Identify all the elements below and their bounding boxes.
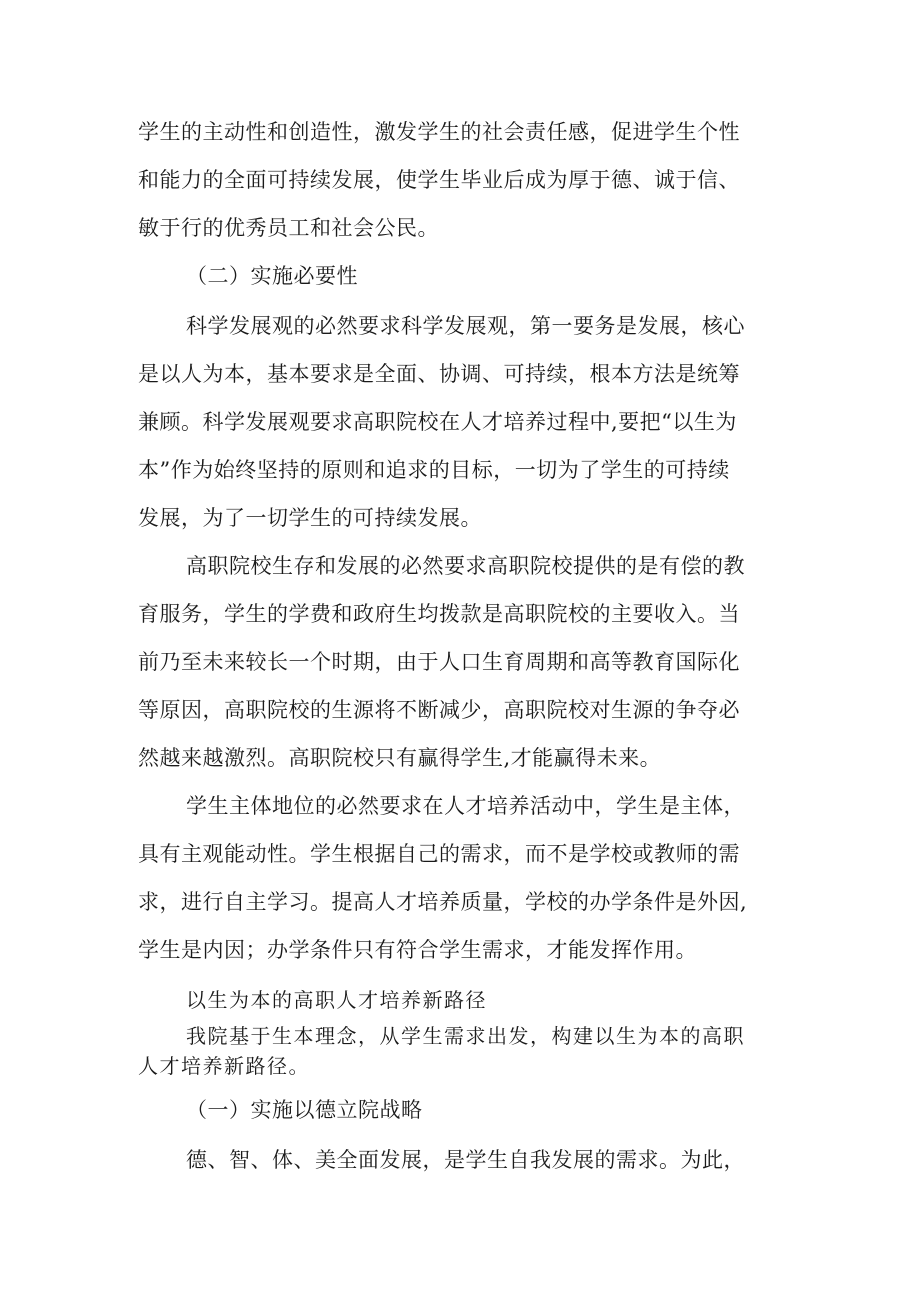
section-heading: （一）实施以德立院战略: [186, 1098, 423, 1122]
text-line: 德、智、体、美全面发展，是学生自我发展的需求。为此，: [186, 1148, 745, 1172]
text-line: 前乃至未来较长一个时期，由于人口生育周期和高等教育国际化: [138, 650, 740, 674]
text-line: 我院基于生本理念，从学生需求出发，构建以生为本的高职: [186, 1024, 745, 1048]
text-line: 是以人为本，基本要求是全面、协调、可持续，根本方法是统筹: [138, 362, 740, 386]
text-line: 兼顾。科学发展观要求高职院校在人才培养过程中,要把“以生为: [138, 410, 737, 434]
text-line: 科学发展观的必然要求科学发展观，第一要务是发展，核心: [186, 314, 745, 338]
text-line: 等原因，高职院校的生源将不断减少，高职院校对生源的争夺必: [138, 698, 740, 722]
text-line: 育服务，学生的学费和政府生均拨款是高职院校的主要收入。当: [138, 602, 740, 626]
text-line: 然越来越激烈。高职院校只有赢得学生,才能赢得未来。: [138, 746, 662, 770]
text-line: 具有主观能动性。学生根据自己的需求，而不是学校或教师的需: [138, 842, 740, 866]
text-line: 本”作为始终坚持的原则和追求的目标，一切为了学生的可持续: [138, 458, 730, 482]
section-heading: （二）实施必要性: [186, 264, 358, 288]
text-line: 和能力的全面可持续发展，使学生毕业后成为厚于德、诚于信、: [138, 168, 740, 192]
text-line: 求，进行自主学习。提高人才培养质量，学校的办学条件是外因,: [138, 890, 748, 914]
text-line: 学生主体地位的必然要求在人才培养活动中，学生是主体，: [186, 794, 745, 818]
text-line: 人才培养新路径。: [138, 1054, 310, 1078]
section-heading: 以生为本的高职人才培养新路径: [186, 988, 487, 1012]
text-line: 敏于行的优秀员工和社会公民。: [138, 216, 439, 240]
text-line: 高职院校生存和发展的必然要求高职院校提供的是有偿的教: [186, 554, 745, 578]
text-line: 发展，为了一切学生的可持续发展。: [138, 506, 482, 530]
text-line: 学生的主动性和创造性，激发学生的社会责任感，促进学生个性: [138, 120, 740, 144]
text-line: 学生是内因；办学条件只有符合学生需求，才能发挥作用。: [138, 938, 697, 962]
